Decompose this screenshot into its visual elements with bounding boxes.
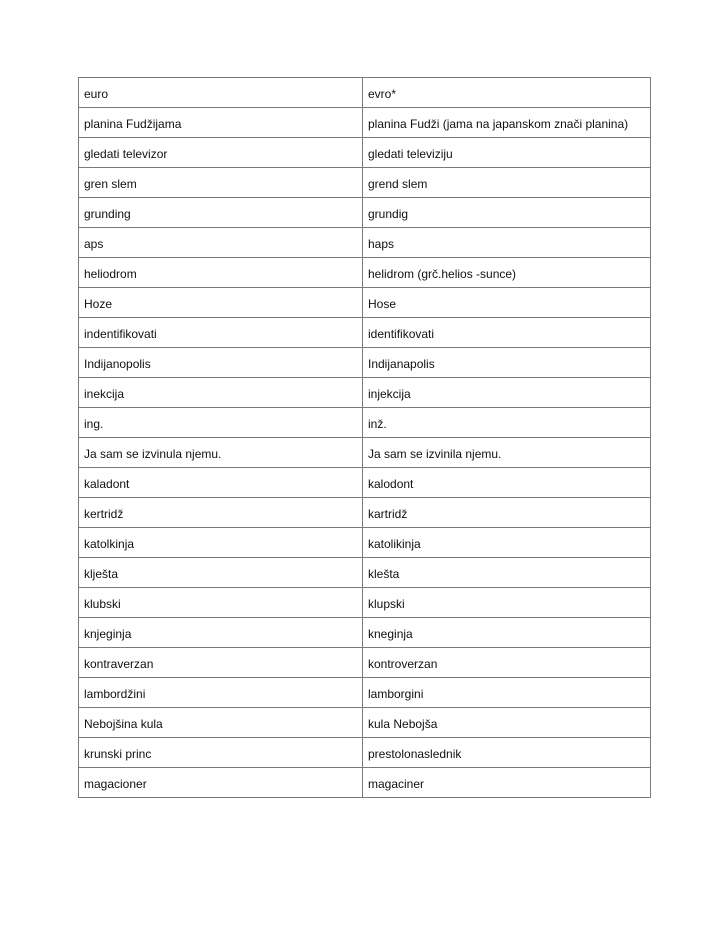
correct-form-cell: prestolonaslednik [363, 738, 651, 768]
incorrect-form-cell: indentifikovati [79, 318, 363, 348]
incorrect-form-cell: knjeginja [79, 618, 363, 648]
table-row [79, 348, 651, 378]
table-row [79, 198, 651, 228]
table-row [79, 78, 651, 108]
table-row [79, 318, 651, 348]
correct-form-cell: evro* [363, 78, 651, 108]
correct-form-cell: inž. [363, 408, 651, 438]
table-row [79, 288, 651, 318]
table-row [79, 498, 651, 528]
correct-form-cell: klupski [363, 588, 651, 618]
correct-form-cell: grundig [363, 198, 651, 228]
incorrect-form-cell: katolkinja [79, 528, 363, 558]
incorrect-form-cell: kertridž [79, 498, 363, 528]
correct-form-cell: kartridž [363, 498, 651, 528]
correct-form-cell: helidrom (grč.helios -sunce) [363, 258, 651, 288]
incorrect-form-cell: gren slem [79, 168, 363, 198]
correct-form-cell: Hose [363, 288, 651, 318]
table-row [79, 588, 651, 618]
correct-form-cell: Indijanapolis [363, 348, 651, 378]
correct-form-cell: grend slem [363, 168, 651, 198]
correct-form-cell: katolikinja [363, 528, 651, 558]
correct-form-cell: kontroverzan [363, 648, 651, 678]
word-comparison-table [78, 77, 651, 798]
table-row [79, 678, 651, 708]
incorrect-form-cell: klješta [79, 558, 363, 588]
table-row [79, 708, 651, 738]
correct-form-cell: Ja sam se izvinila njemu. [363, 438, 651, 468]
correct-form-cell: planina Fudži (jama na japanskom znači planina) [363, 108, 651, 138]
table-row [79, 438, 651, 468]
incorrect-form-cell: kontraverzan [79, 648, 363, 678]
table-row [79, 378, 651, 408]
table-row [79, 558, 651, 588]
correct-form-cell: identifikovati [363, 318, 651, 348]
incorrect-form-cell: Nebojšina kula [79, 708, 363, 738]
table-row [79, 408, 651, 438]
incorrect-form-cell: kaladont [79, 468, 363, 498]
correct-form-cell: kula Nebojša [363, 708, 651, 738]
correct-form-cell: klešta [363, 558, 651, 588]
incorrect-form-cell: ing. [79, 408, 363, 438]
correct-form-cell: injekcija [363, 378, 651, 408]
table-row [79, 138, 651, 168]
correct-form-cell: gledati televiziju [363, 138, 651, 168]
table-row [79, 468, 651, 498]
incorrect-form-cell: inekcija [79, 378, 363, 408]
table-body [79, 78, 651, 798]
correct-form-cell: kalodont [363, 468, 651, 498]
incorrect-form-cell: heliodrom [79, 258, 363, 288]
table-row [79, 738, 651, 768]
table-row [79, 168, 651, 198]
incorrect-form-cell: Hoze [79, 288, 363, 318]
table-row [79, 618, 651, 648]
correct-form-cell: haps [363, 228, 651, 258]
incorrect-form-cell: lambordžini [79, 678, 363, 708]
incorrect-form-cell: aps [79, 228, 363, 258]
table-row [79, 258, 651, 288]
incorrect-form-cell: euro [79, 78, 363, 108]
incorrect-form-cell: grunding [79, 198, 363, 228]
correct-form-cell: lamborgini [363, 678, 651, 708]
incorrect-form-cell: krunski princ [79, 738, 363, 768]
table-row [79, 528, 651, 558]
table-row [79, 228, 651, 258]
table-row [79, 648, 651, 678]
incorrect-form-cell: klubski [79, 588, 363, 618]
table-row [79, 768, 651, 798]
incorrect-form-cell: magacioner [79, 768, 363, 798]
correct-form-cell: kneginja [363, 618, 651, 648]
incorrect-form-cell: Ja sam se izvinula njemu. [79, 438, 363, 468]
table-row [79, 108, 651, 138]
incorrect-form-cell: Indijanopolis [79, 348, 363, 378]
incorrect-form-cell: gledati televizor [79, 138, 363, 168]
correct-form-cell: magaciner [363, 768, 651, 798]
incorrect-form-cell: planina Fudžijama [79, 108, 363, 138]
